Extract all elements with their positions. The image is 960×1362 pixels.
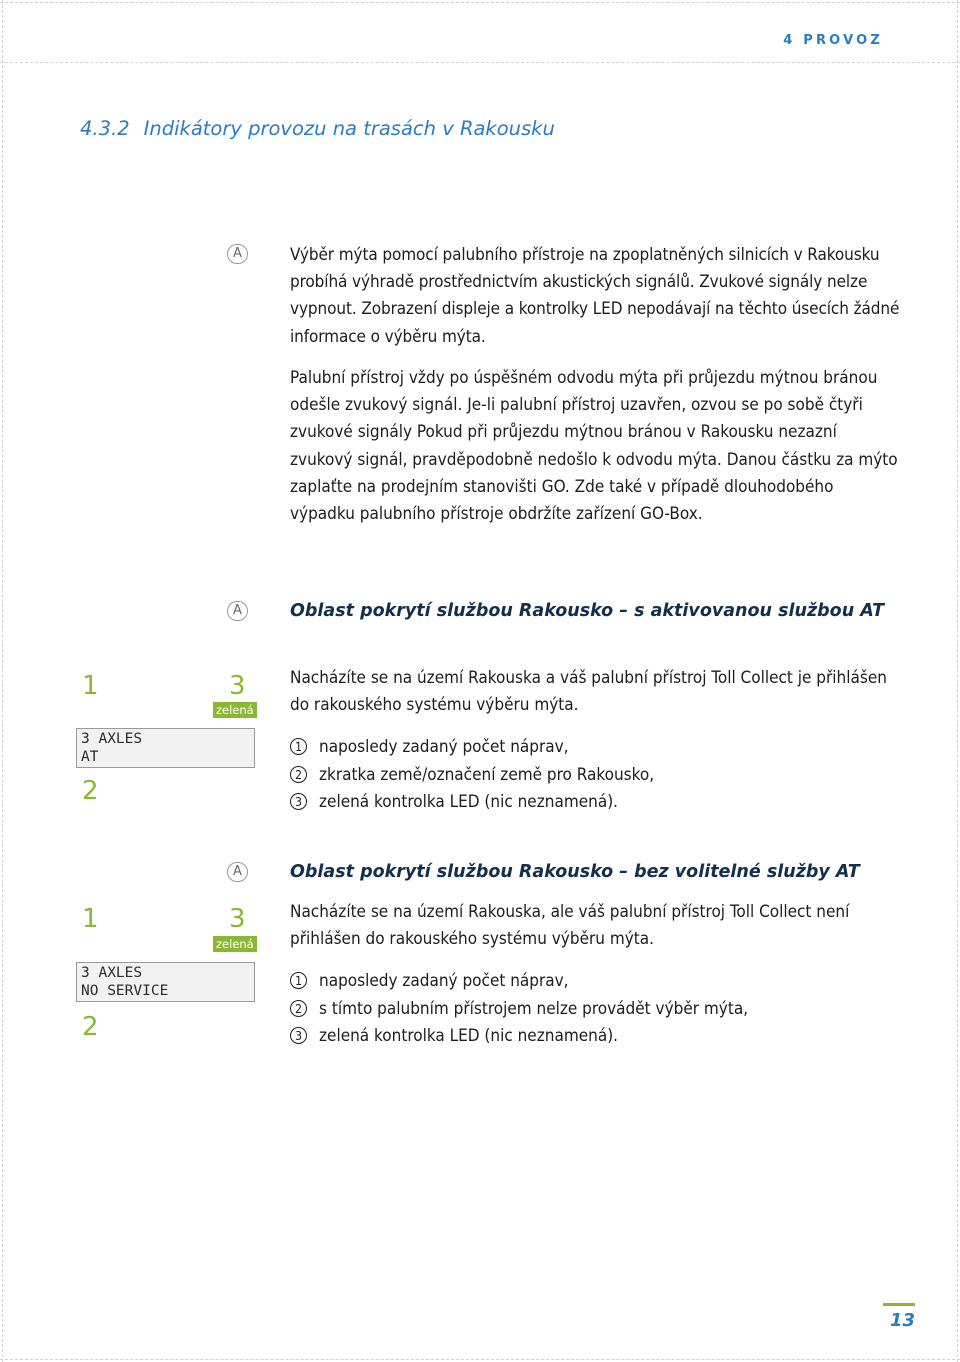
block-2-legend <box>290 968 748 1051</box>
callout-2: 2 <box>82 1012 99 1042</box>
marker-a-block-1: A <box>227 601 248 621</box>
list-item <box>290 789 654 817</box>
circled-number: 1 <box>290 972 307 989</box>
callout-1: 1 <box>82 671 99 701</box>
page-edge-top <box>0 2 960 3</box>
intro-paragraph-2: Palubní přístroj vždy po úspěšném odvodu mýta při průjezdu mýtnou bránou odešle zvukový signál. Je-li palubní přístroj uzavřen, ozvou se po sobě čtyři zvukové signály Pokud při průjezdu mýtnou bránou v Rakousku nezazní zvukový signál, pravděpodobně nedošlo k odvodu mýta. Danou částku za mýto zaplaťte na prodejním stanovišti GO. Zde také v případě dlouhodobého výpadku palubního přístroje obdržíte zařízení GO-Box. <box>290 368 898 525</box>
list-item <box>290 762 654 790</box>
page-edge-bottom <box>0 1359 960 1360</box>
marker-a-block-2: A <box>227 862 248 882</box>
list-item <box>290 968 748 996</box>
footer-rule <box>883 1303 915 1306</box>
page-edge-left <box>2 0 3 1362</box>
circled-number: 1 <box>290 738 307 755</box>
running-head: 4 PROVOZ <box>783 33 883 48</box>
circled-number: 3 <box>290 793 307 810</box>
list-item-text: zelená kontrolka LED (nic neznamená). <box>319 792 619 812</box>
callout-3: 3 <box>229 904 246 934</box>
marker-a-intro: A <box>227 244 248 264</box>
callout-3: 3 <box>229 671 246 701</box>
block-2-heading: Oblast pokrytí službou Rakousko – bez volitelné služby AT <box>290 862 860 882</box>
led-green-label: zelená <box>213 936 257 952</box>
display-line-2: AT <box>81 749 99 765</box>
block-1-legend <box>290 734 654 817</box>
display-line-2: NO SERVICE <box>81 983 169 999</box>
display-line-1: 3 AXLES <box>81 965 143 981</box>
led-green-label: zelená <box>213 702 257 718</box>
circled-number: 2 <box>290 766 307 783</box>
display-line-1: 3 AXLES <box>81 731 143 747</box>
list-item-text: naposledy zadaný počet náprav, <box>319 971 569 991</box>
page-edge-right <box>957 0 958 1362</box>
list-item-text: naposledy zadaný počet náprav, <box>319 737 569 757</box>
device-display <box>76 728 255 768</box>
device-display <box>76 962 255 1002</box>
block-2-body: Nacházíte se na území Rakouska, ale váš palubní přístroj Toll Collect není přihlášen do rakouského systému výběru mýta. <box>290 902 850 950</box>
section-number: 4.3.2 <box>80 117 130 140</box>
block-1-body: Nacházíte se na území Rakouska a váš palubní přístroj Toll Collect je přihlášen do rakouského systému výběru mýta. <box>290 668 887 716</box>
callout-2: 2 <box>82 776 99 806</box>
page-number: 13 <box>890 1310 916 1331</box>
block-1-heading: Oblast pokrytí službou Rakousko – s aktivovanou službou AT <box>290 601 885 621</box>
circled-number: 3 <box>290 1027 307 1044</box>
circled-number: 2 <box>290 1000 307 1017</box>
list-item <box>290 1023 748 1051</box>
section-title-text: Indikátory provozu na trasách v Rakousku <box>143 117 555 140</box>
list-item <box>290 734 654 762</box>
list-item <box>290 996 748 1024</box>
list-item-text: zkratka země/označení země pro Rakousko, <box>319 764 655 785</box>
header-divider <box>0 62 960 63</box>
section-title <box>80 117 555 140</box>
list-item-text: s tímto palubním přístrojem nelze provádět výběr mýta, <box>319 998 749 1019</box>
intro-paragraph-1: Výběr mýta pomocí palubního přístroje na zpoplatněných silnicích v Rakousku probíhá výhradě prostřednictvím akustických signálů. Zvukové signály nelze vypnout. Zobrazení displeje a kontrolky LED nepodávají na těchto úsecích žádné informace o výběru mýta. <box>290 245 900 347</box>
callout-1: 1 <box>82 904 99 934</box>
list-item-text: zelená kontrolka LED (nic neznamená). <box>319 1026 619 1046</box>
